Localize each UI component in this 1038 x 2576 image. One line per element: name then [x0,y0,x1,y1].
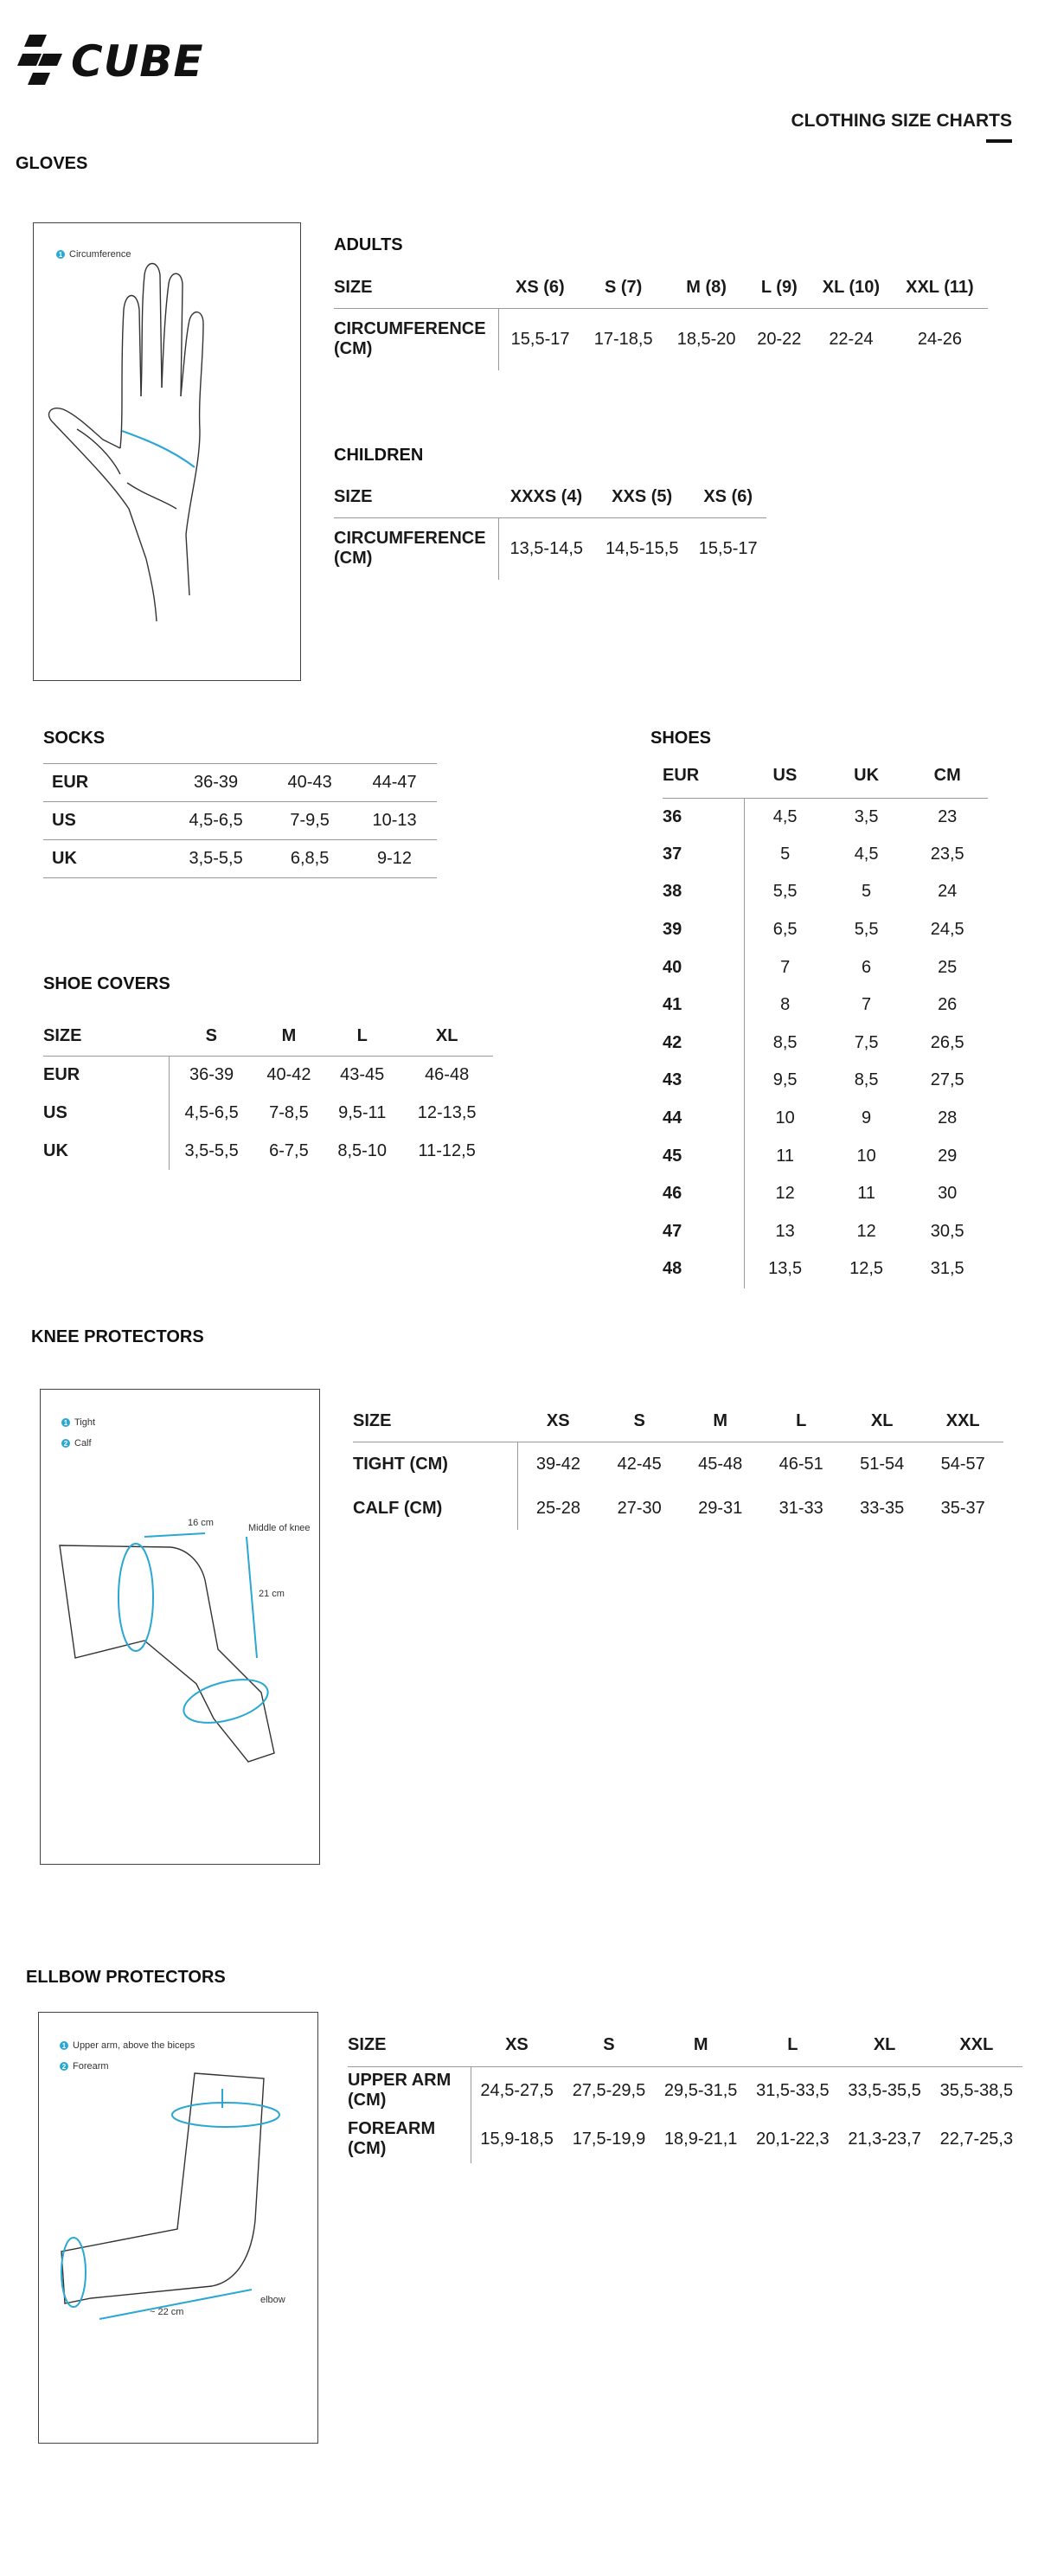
socks-table [43,763,437,878]
table-cell: 22,7-25,3 [939,2129,1014,2149]
elbow-table [348,2025,1022,2163]
title-underline [986,139,1012,143]
table-header: XL [839,2025,931,2066]
table-cell: 33-35 [860,1498,905,1518]
table-cell: 43-45 [340,1064,385,1084]
table-cell: 11 [744,1137,826,1175]
table-cell: 21,3-23,7 [848,2129,921,2149]
table-cell: 6,8,5 [267,840,352,878]
knee-middle-annotation: Middle of knee [248,1523,311,1533]
table-header: XL [400,1018,493,1056]
table-cell: 26,5 [930,1032,964,1052]
cube-logo-icon [17,35,69,92]
table-header: XL (10) [811,268,892,308]
table-header: S (7) [582,268,665,308]
legend-number-icon: 2 [61,1439,70,1448]
table-cell: 46-51 [778,1454,823,1474]
table-header: M [680,1402,761,1442]
row-label: US [43,1102,67,1122]
table-cell: 23 [938,806,958,826]
table-cell: 15,9-18,5 [471,2115,563,2163]
table-header: M [655,2025,746,2066]
table-cell: 8,5 [854,1070,879,1090]
table-cell: 35,5-38,5 [939,2080,1014,2100]
row-label: 36 [663,806,682,826]
table-cell: 33,5-35,5 [848,2080,921,2100]
knee-drawing [41,1390,319,1864]
table-cell: 9 [862,1108,872,1128]
knee-legend-1: 1 Tight [61,1417,95,1428]
table-row [663,1100,988,1138]
table-row [663,1062,988,1100]
table-cell: 7 [744,948,826,986]
row-label: 37 [663,844,682,864]
table-row [663,798,988,836]
table-header: XS (6) [689,478,766,517]
legend-number-icon: 2 [60,2062,68,2071]
table-cell: 24,5 [930,920,964,940]
table-cell: 7 [862,995,872,1015]
table-header: XL [842,1402,923,1442]
row-label: 47 [663,1221,682,1241]
table-cell: 8 [744,986,826,1025]
shoes-title: SHOES [650,729,712,748]
table-cell: 5 [862,882,872,902]
glove-legend-1: 1 Circumference [56,249,131,260]
table-row [663,1250,988,1288]
table-header: S [563,2025,655,2066]
table-cell: 7-8,5 [269,1102,309,1122]
table-cell: 35-37 [940,1498,985,1518]
table-cell: 44-47 [352,764,437,802]
table-cell: 24 [938,882,958,902]
knee-title: KNEE PROTECTORS [31,1327,204,1346]
table-header: XXXS (4) [498,478,594,517]
gloves-title: GLOVES [16,154,88,173]
table-header: L [746,2025,838,2066]
table-cell: 36-39 [164,764,267,802]
row-label: CALF (CM) [353,1498,443,1518]
shoes-table [663,755,988,1288]
table-cell: 25 [938,957,958,977]
table-cell: 40-42 [266,1064,311,1084]
legend-number-icon: 1 [61,1418,70,1427]
table-header: M [254,1018,324,1056]
table-cell: 6 [862,957,872,977]
row-label: CIRCUMFERENCE (CM) [334,529,486,569]
table-cell: 10 [744,1100,826,1138]
table-cell: 11 [857,1184,875,1204]
table-cell: 23,5 [930,844,964,864]
adults-title: ADULTS [334,235,403,254]
table-cell: 30,5 [930,1221,964,1241]
table-header: SIZE [348,2025,471,2066]
table-cell: 4,5-6,5 [164,802,267,840]
table-cell: 4,5 [744,798,826,836]
table-cell: 11-12,5 [418,1140,476,1160]
table-header: L [324,1018,400,1056]
table-row [663,1175,988,1213]
table-cell: 13,5-14,5 [498,517,594,580]
elbow-legend-2: 2 Forearm [60,2061,109,2072]
table-cell: 14,5-15,5 [605,538,679,558]
table-cell: 3,5-5,5 [169,1132,254,1170]
page-title: CLOTHING SIZE CHARTS [791,111,1012,131]
table-cell: 9,5-11 [338,1102,387,1122]
shoe-covers-title: SHOE COVERS [43,974,170,993]
table-cell: 25-28 [517,1487,599,1530]
table-cell: 18,5-20 [676,329,736,349]
row-label: UK [43,840,164,878]
knee-figure [40,1389,320,1865]
table-row [663,986,988,1025]
table-row [663,911,988,949]
table-cell: 39-42 [517,1442,599,1487]
table-cell: 20-22 [757,329,802,349]
table-row [663,873,988,911]
table-cell: 24,5-27,5 [471,2066,563,2115]
table-cell: 5 [744,836,826,874]
table-cell: 24-26 [917,329,962,349]
table-header: XXS (5) [594,478,689,517]
table-header: M (8) [665,268,748,308]
table-row [663,948,988,986]
knee-length-annotation: 21 cm [259,1589,285,1599]
table-header: XXL [931,2025,1022,2066]
table-cell: 12-13,5 [417,1102,477,1122]
table-cell: 29,5-31,5 [663,2080,738,2100]
table-row [663,1025,988,1063]
knee-legend-2: 2 Calf [61,1438,92,1449]
table-header: L (9) [748,268,811,308]
elbow-figure [38,2012,318,2444]
table-cell: 29-31 [698,1498,743,1518]
table-header: US [744,755,826,798]
table-header: SIZE [353,1402,517,1442]
table-cell: 3,5-5,5 [164,840,267,878]
table-header: L [760,1402,842,1442]
gloves-adults-table [334,268,988,370]
table-header: UK [826,755,907,798]
table-cell: 8,5-10 [337,1140,388,1160]
table-cell: 17,5-19,9 [572,2129,646,2149]
table-cell: 17-18,5 [593,329,653,349]
row-label: 45 [663,1146,682,1166]
table-row [663,1213,988,1251]
row-label: EUR [43,764,164,802]
table-cell: 46-48 [425,1064,470,1084]
table-cell: 31-33 [778,1498,823,1518]
elbow-length-annotation: ~ 22 cm [150,2307,184,2317]
table-cell: 26 [938,995,958,1015]
row-label: 41 [663,995,682,1015]
legend-number-icon: 1 [56,250,65,259]
row-label: 38 [663,882,682,902]
row-label: 39 [663,920,682,940]
table-cell: 3,5 [854,806,879,826]
table-cell: 4,5 [854,844,879,864]
table-cell: 31,5 [930,1259,964,1279]
table-cell: 13 [744,1213,826,1251]
elbow-annotation: elbow [260,2295,285,2305]
table-header: XS [471,2025,563,2066]
table-cell: 30 [938,1184,958,1204]
table-cell: 15,5-17 [498,308,582,370]
table-header: EUR [663,755,744,798]
legend-number-icon: 1 [60,2041,68,2050]
table-header: CM [907,755,988,798]
table-header: XXL [922,1402,1003,1442]
table-header: SIZE [334,478,498,517]
table-cell: 4,5-6,5 [169,1094,254,1132]
table-cell: 27,5 [930,1070,964,1090]
shoe-covers-table [43,1018,493,1170]
cube-logo[interactable] [17,35,225,92]
table-cell: 13,5 [744,1250,826,1288]
socks-title: SOCKS [43,729,106,748]
table-cell: 7-9,5 [267,802,352,840]
row-label: 42 [663,1032,682,1052]
row-label: 46 [663,1184,682,1204]
table-cell: 18,9-21,1 [663,2129,738,2149]
table-cell: 7,5 [854,1032,879,1052]
row-label: CIRCUMFERENCE (CM) [334,319,486,359]
table-header: XS (6) [498,268,582,308]
table-cell: 36-39 [169,1056,254,1094]
table-cell: 12 [744,1175,826,1213]
table-cell: 10-13 [352,802,437,840]
table-cell: 5,5 [744,873,826,911]
table-cell: 40-43 [267,764,352,802]
row-label: UPPER ARM (CM) [348,2071,452,2110]
table-cell: 28 [938,1108,958,1128]
table-row [663,1137,988,1175]
table-cell: 10 [856,1146,876,1166]
gloves-children-table [334,478,766,580]
row-label: 44 [663,1108,682,1128]
row-label: 40 [663,957,682,977]
table-cell: 27-30 [617,1498,662,1518]
table-cell: 6-7,5 [269,1140,309,1160]
row-label: US [43,802,164,840]
table-cell: 29 [938,1146,958,1166]
table-cell: 42-45 [617,1454,662,1474]
row-label: EUR [43,1064,80,1084]
table-cell: 51-54 [860,1454,905,1474]
row-label: UK [43,1140,68,1160]
table-cell: 20,1-22,3 [756,2129,830,2149]
row-label: FOREARM (CM) [348,2119,436,2158]
table-cell: 22-24 [829,329,874,349]
table-cell: 6,5 [744,911,826,949]
table-cell: 12,5 [849,1259,884,1279]
table-header: SIZE [334,268,498,308]
table-row [663,836,988,874]
row-label: 48 [663,1259,682,1279]
table-cell: 12 [856,1221,876,1241]
table-cell: 31,5-33,5 [756,2080,830,2100]
table-cell: 54-57 [940,1454,985,1474]
knee-table [353,1402,1003,1530]
table-cell: 9-12 [352,840,437,878]
table-cell: 45-48 [698,1454,743,1474]
children-title: CHILDREN [334,446,424,465]
row-label: TIGHT (CM) [353,1454,448,1474]
table-cell: 27,5-29,5 [572,2080,646,2100]
hand-drawing [34,223,300,680]
brand-name: CUBE [71,36,204,87]
elbow-title: ELLBOW PROTECTORS [26,1968,226,1987]
knee-width-annotation: 16 cm [188,1518,214,1528]
elbow-legend-1: 1 Upper arm, above the biceps [60,2040,195,2051]
table-header: S [169,1018,254,1056]
table-cell: 5,5 [854,920,879,940]
table-header: XS [517,1402,599,1442]
table-cell: 15,5-17 [698,538,758,558]
glove-figure [33,222,301,681]
table-header: S [599,1402,680,1442]
elbow-drawing [39,2013,317,2443]
row-label: 43 [663,1070,682,1090]
table-cell: 9,5 [744,1062,826,1100]
table-header: SIZE [43,1018,169,1056]
table-cell: 8,5 [744,1025,826,1063]
table-header: XXL (11) [892,268,988,308]
